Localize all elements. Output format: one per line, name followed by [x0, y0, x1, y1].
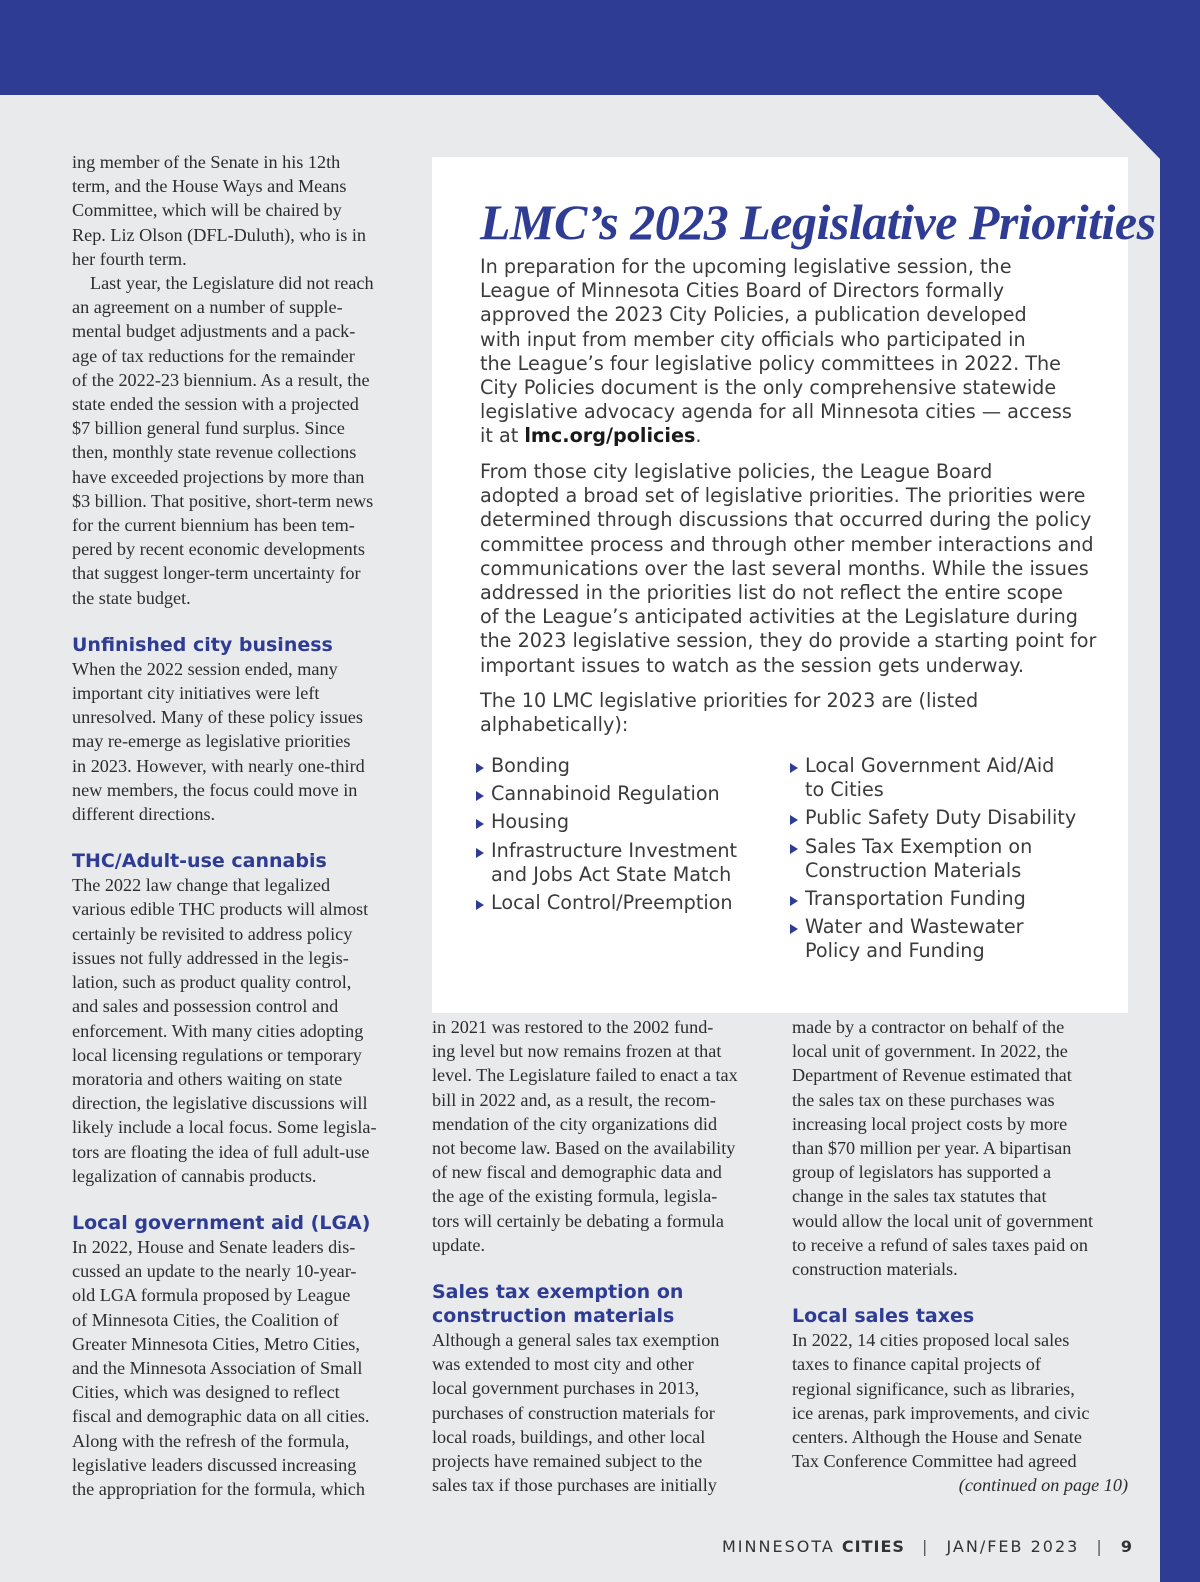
continued-note[interactable]: (continued on page 10) — [958, 1475, 1128, 1496]
text-line: League of Minnesota Cities Board of Directors formally — [480, 279, 1005, 303]
text-line: her fourth term. — [72, 248, 187, 269]
text-line: adopted a broad set of legislative priorities. The priorities were — [480, 484, 1086, 508]
priority-item — [475, 810, 737, 834]
text-line: fiscal and demographic data on all cities. — [72, 1406, 370, 1427]
text-line: to receive a refund of sales taxes paid on — [792, 1234, 1088, 1255]
priority-item-text: Sales Tax Exemption on — [805, 834, 1033, 858]
link-suffix: . — [695, 424, 702, 448]
text-line: the state budget. — [72, 587, 191, 608]
sidebar-intro-paragraph — [480, 255, 1072, 449]
priority-item-text: Cannabinoid Regulation — [491, 782, 720, 806]
magazine-name-prefix: MINNESOTA — [722, 1537, 835, 1556]
text-line: mendation of the city organizations did — [432, 1113, 718, 1134]
text-line: Sales tax exemption on — [432, 1281, 684, 1304]
footer-divider: | — [922, 1537, 930, 1556]
text-line: legalization of cannabis products. — [72, 1165, 317, 1186]
text-line: mental budget adjustments and a pack- — [72, 321, 356, 342]
priorities-list-left — [475, 754, 737, 919]
priority-item-text: Infrastructure Investment — [491, 838, 738, 862]
text-line: important city initiatives were left — [72, 683, 320, 704]
text-line: taxes to finance capital projects of — [792, 1354, 1041, 1375]
text-line: the League’s four legislative policy committees in 2022. The — [480, 351, 1061, 375]
text-line: state ended the session with a projected — [72, 394, 359, 415]
text-line: of the League’s anticipated activities at the Legislature during — [480, 605, 1078, 629]
lga-heading: Local government aid (LGA) — [72, 1211, 371, 1234]
text-line: for the current biennium has been tem- — [72, 515, 355, 536]
priorities-sidebar — [432, 157, 1156, 1013]
priority-item-text: Local Government Aid/Aid — [805, 754, 1055, 777]
text-line: then, monthly state revenue collections — [72, 442, 357, 463]
text-line: The 10 LMC legislative priorities for 2023 are (listed — [480, 689, 979, 712]
priority-item-text: to Cities — [805, 778, 884, 802]
priority-item-text: Water and Wastewater — [805, 915, 1024, 939]
text-line: local government purchases in 2013, — [432, 1378, 700, 1399]
text-line: the 2023 legislative session, they do provide a starting point for — [480, 629, 1097, 653]
text-line: $7 billion general fund surplus. Since — [72, 418, 345, 439]
text-line: increasing local project costs by more — [792, 1113, 1068, 1134]
text-line: projects have remained subject to the — [432, 1451, 703, 1472]
text-line: The 2022 law change that legalized — [72, 875, 331, 896]
text-line: purchases of construction materials for — [432, 1402, 715, 1423]
thc-heading: THC/Adult-use cannabis — [72, 850, 327, 873]
priority-item-text: Housing — [491, 810, 569, 834]
issue-date: JAN/FEB 2023 — [946, 1537, 1080, 1556]
last-year-paragraph — [72, 271, 412, 610]
page-footer — [722, 1537, 1133, 1556]
text-line: alphabetically): — [480, 713, 629, 737]
text-line: of Minnesota Cities, the Coalition of — [72, 1309, 339, 1330]
priority-item — [789, 835, 1076, 883]
sales-tax-continued-paragraph — [792, 1015, 1128, 1281]
text-line: term, and the House Ways and Means — [72, 176, 347, 197]
text-line: an agreement on a number of supple- — [72, 297, 343, 318]
text-line: and the Minnesota Association of Small — [72, 1357, 363, 1378]
priorities-list-right — [789, 754, 1076, 968]
text-line: construction materials. — [792, 1259, 958, 1280]
text-line: the appropriation for the formula, which — [72, 1478, 365, 1499]
text-line: various edible THC products will almost — [72, 899, 369, 920]
text-line: in 2023. However, with nearly one-third — [72, 755, 365, 776]
middle-column — [432, 1015, 772, 1497]
text-line: local unit of government. In 2022, the — [792, 1041, 1068, 1062]
priority-item — [789, 806, 1076, 830]
priority-item — [475, 891, 737, 915]
local-sales-paragraph — [792, 1328, 1128, 1473]
text-line: than $70 million per year. A bipartisan — [792, 1138, 1072, 1159]
text-line: different directions. — [72, 804, 216, 825]
text-line: change in the sales tax statutes that — [792, 1186, 1047, 1207]
text-line: may re-emerge as legislative priorities — [72, 731, 351, 752]
priority-item-text: Construction Materials — [805, 858, 1022, 882]
left-column — [72, 150, 412, 1501]
page-number: 9 — [1120, 1537, 1134, 1556]
text-line: $3 billion. That positive, short-term news — [72, 490, 374, 511]
text-line: Committee, which will be chaired by — [72, 200, 342, 221]
text-line: In 2022, 14 cities proposed local sales — [792, 1330, 1070, 1351]
text-line: tors will certainly be debating a formula — [432, 1210, 724, 1231]
priority-item-text: Transportation Funding — [805, 887, 1026, 911]
text-line: of the 2022-23 biennium. As a result, the — [72, 369, 370, 390]
text-line: cussed an update to the nearly 10-year- — [72, 1261, 357, 1282]
priority-item-text: Policy and Funding — [805, 939, 985, 963]
text-line: moratoria and others waiting on state — [72, 1068, 343, 1089]
right-column — [792, 1015, 1128, 1498]
priority-item — [789, 915, 1076, 963]
text-line: enforcement. With many cities adopting — [72, 1020, 364, 1041]
text-line: sales tax if those purchases are initially — [432, 1475, 717, 1496]
text-line: direction, the legislative discussions will — [72, 1093, 368, 1114]
text-line: Cities, which was designed to reflect — [72, 1382, 340, 1403]
text-line: In 2022, House and Senate leaders dis- — [72, 1236, 356, 1257]
sales-tax-heading — [432, 1280, 772, 1328]
text-line: City Policies document is the only comprehensive statewide — [480, 376, 1057, 400]
sidebar-title: LMC’s 2023 Legislative Priorities — [480, 194, 1156, 250]
text-line: would allow the local unit of government — [792, 1210, 1094, 1231]
priority-item-text: Public Safety Duty Disability — [805, 806, 1077, 830]
text-line: in 2021 was restored to the 2002 fund- — [432, 1017, 714, 1037]
text-line: Greater Minnesota Cities, Metro Cities, — [72, 1333, 360, 1354]
thc-paragraph — [72, 873, 412, 1188]
priority-item-text: Bonding — [491, 754, 570, 777]
text-line: unresolved. Many of these policy issues — [72, 707, 363, 728]
policies-link[interactable]: lmc.org/policies — [524, 424, 696, 448]
text-line: made by a contractor on behalf of the — [792, 1017, 1065, 1037]
text-line: construction materials — [432, 1305, 675, 1328]
text-line: have exceeded projections by more than — [72, 466, 365, 487]
text-line: issues not fully addressed in the legis- — [72, 947, 349, 968]
text-line: centers. Although the House and Senate — [792, 1427, 1082, 1448]
text-line: the age of the existing formula, legisla- — [432, 1186, 718, 1207]
magazine-name-bold: CITIES — [841, 1537, 905, 1556]
text-line: communications over the last several months. While the issues — [480, 556, 1089, 580]
text-line: new members, the focus could move in — [72, 779, 358, 800]
text-line: legislative leaders discussed increasing — [72, 1454, 357, 1475]
text-line: was extended to most city and other — [432, 1354, 694, 1375]
text-line: Last year, the Legislature did not reach — [90, 273, 374, 294]
text-line: addressed in the priorities list do not reflect the entire scope — [480, 581, 1063, 605]
text-line: ice arenas, park improvements, and civic — [792, 1402, 1090, 1423]
text-line: Along with the refresh of the formula, — [72, 1430, 350, 1451]
text-line: with input from member city officials who participated in — [480, 327, 1026, 351]
text-line: pered by recent economic developments — [72, 539, 365, 560]
text-line: In preparation for the upcoming legislative session, the — [480, 255, 1012, 278]
text-line: From those city legislative policies, the League Board — [480, 460, 993, 483]
unfinished-heading: Unfinished city business — [72, 633, 333, 656]
priority-item — [789, 754, 1076, 802]
priority-item — [475, 839, 737, 887]
text-line: local roads, buildings, and other local — [432, 1426, 706, 1447]
text-line: Rep. Liz Olson (DFL-Duluth), who is in — [72, 224, 367, 245]
text-line: regional significance, such as libraries, — [792, 1378, 1075, 1399]
text-line: important issues to watch as the session gets underway. — [480, 653, 1024, 677]
text-line: local licensing regulations or temporary — [72, 1044, 362, 1065]
text-line: old LGA formula proposed by League — [72, 1285, 351, 1306]
text-line: lation, such as product quality control, — [72, 972, 352, 993]
text-line: of new fiscal and demographic data and — [432, 1162, 722, 1183]
sidebar-list-intro — [480, 689, 978, 737]
text-line: ing level but now remains frozen at that — [432, 1041, 722, 1062]
text-line: Department of Revenue estimated that — [792, 1065, 1072, 1086]
lga-continued-paragraph — [432, 1015, 772, 1257]
text-line: Tax Conference Committee had agreed — [792, 1451, 1077, 1472]
text-line: update. — [432, 1234, 486, 1255]
text-line: certainly be revisited to address policy — [72, 923, 353, 944]
text-line: bill in 2022 and, as a result, the recom- — [432, 1089, 716, 1110]
sidebar-priorities-paragraph — [480, 460, 1096, 678]
text-line: not become law. Based on the availability — [432, 1138, 736, 1159]
text-line: level. The Legislature failed to enact a tax — [432, 1065, 738, 1086]
intro-paragraph — [72, 150, 412, 271]
link-prefix: it at — [480, 424, 525, 448]
text-line: approved the 2023 City Policies, a publication developed — [480, 303, 1027, 327]
sales-tax-paragraph — [432, 1328, 772, 1497]
text-line: committee process and through other member interactions and — [480, 532, 1094, 556]
footer-divider: | — [1096, 1537, 1104, 1556]
local-sales-heading: Local sales taxes — [792, 1305, 975, 1328]
text-line: likely include a local focus. Some legisla- — [72, 1117, 377, 1138]
text-line: age of tax reductions for the remainder — [72, 345, 355, 366]
priority-item — [475, 754, 737, 778]
text-line: the sales tax on these purchases was — [792, 1089, 1055, 1110]
text-line: and sales and possession control and — [72, 996, 339, 1017]
text-line: Although a general sales tax exemption — [432, 1330, 720, 1351]
unfinished-paragraph — [72, 657, 412, 826]
priority-item — [475, 782, 737, 806]
text-line: When the 2022 session ended, many — [72, 658, 338, 679]
text-line: group of legislators has supported a — [792, 1162, 1052, 1183]
text-line: tors are floating the idea of full adult-use — [72, 1141, 370, 1162]
priority-item-text: Local Control/Preemption — [491, 891, 733, 915]
lga-paragraph — [72, 1235, 412, 1501]
priority-item-text: and Jobs Act State Match — [491, 862, 732, 886]
text-line: determined through discussions that occurred during the policy — [480, 508, 1092, 532]
text-line: ing member of the Senate in his 12th — [72, 152, 341, 172]
text-line: that suggest longer-term uncertainty for — [72, 563, 361, 584]
text-line: legislative advocacy agenda for all Minnesota cities — access — [480, 400, 1072, 424]
priority-item — [789, 887, 1076, 911]
